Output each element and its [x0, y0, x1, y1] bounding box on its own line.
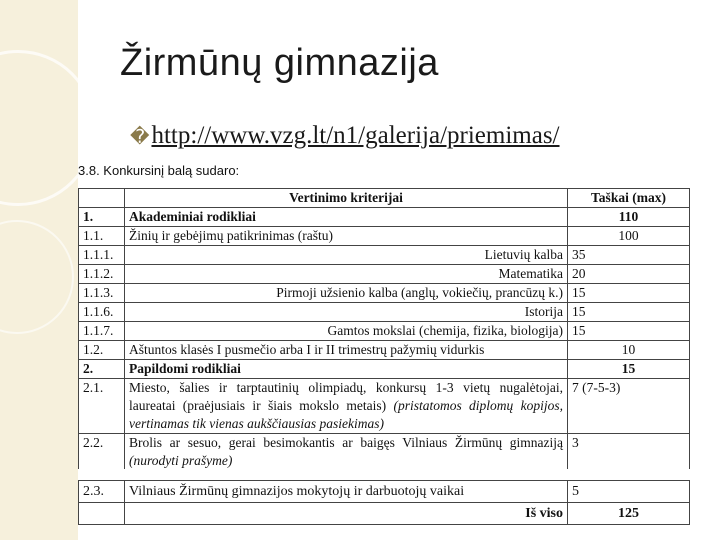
decorative-left-band [0, 0, 78, 540]
document-caption: 3.8. Konkursinį balą sudaro: [78, 163, 240, 178]
row-criterion [125, 360, 568, 379]
row-points: 15 [568, 360, 690, 379]
criterion-text: Papildomi rodikliai [129, 361, 241, 376]
row-points: 5 [568, 481, 690, 503]
criterion-text: Akademiniai rodikliai [129, 209, 256, 224]
row-points: 110 [568, 208, 690, 227]
total-num-cell [79, 503, 125, 525]
row-number: 2.1. [79, 379, 125, 434]
scan-gap [78, 469, 720, 480]
table-row [79, 434, 690, 470]
table-row [79, 227, 690, 246]
bullet-link-line [130, 122, 560, 150]
criteria-table [78, 188, 690, 469]
row-criterion [125, 284, 568, 303]
row-points: 3 [568, 434, 690, 470]
criterion-text: Miesto, šalies ir tarptautinių olimpiadų, konkursų 1-3 vietų nugalėtojai, laureatai (praėjusiais ir šiais mokslo metais) [129, 380, 563, 413]
table-row [79, 265, 690, 284]
row-points: 7 (7-5-3) [568, 379, 690, 434]
row-number: 1.1.2. [79, 265, 125, 284]
slide-title: Žirmūnų gimnazija [120, 42, 439, 84]
total-points: 125 [568, 503, 690, 525]
row-criterion [125, 265, 568, 284]
row-number: 2.2. [79, 434, 125, 470]
table-row [79, 341, 690, 360]
row-criterion [125, 208, 568, 227]
row-number: 1.1.3. [79, 284, 125, 303]
criterion-text: Pirmoji užsienio kalba (anglų, vokiečių, prancūzų k.) [276, 285, 563, 300]
criterion-text: Gamtos mokslai (chemija, fizika, biologija) [327, 323, 563, 338]
row-number: 2. [79, 360, 125, 379]
table-row [79, 303, 690, 322]
row-criterion [125, 322, 568, 341]
row-criterion [125, 246, 568, 265]
criterion-text: Brolis ar sesuo, gerai besimokantis ar baigęs Vilniaus Žirmūnų gimnaziją [129, 435, 563, 450]
row-criterion [125, 379, 568, 434]
table-row [79, 246, 690, 265]
row-criterion: Vilniaus Žirmūnų gimnazijos mokytojų ir darbuotojų vaikai [125, 481, 568, 503]
table-row [79, 208, 690, 227]
row-number: 1.2. [79, 341, 125, 360]
row-number: 1.1.1. [79, 246, 125, 265]
row-points: 100 [568, 227, 690, 246]
criteria-table-clip [78, 188, 691, 469]
row-points: 15 [568, 322, 690, 341]
criterion-text: Aštuntos klasės I pusmečio arba I ir II trimestrų pažymių vidurkis [129, 342, 485, 357]
row-number: 2.3. [79, 481, 125, 503]
header-points-cell: Taškai (max) [568, 189, 690, 208]
bullet-glyph: � [130, 126, 150, 148]
admission-link[interactable]: http://www.vzg.lt/n1/galerija/priemimas/ [151, 122, 560, 149]
row-number: 1.1.6. [79, 303, 125, 322]
row-criterion [125, 434, 568, 470]
criterion-note: (pristatomos diplomų kopijos, vertinamas tik vienas aukščiausias pasiekimas) [129, 398, 564, 431]
row-points: 15 [568, 284, 690, 303]
criterion-text: Lietuvių kalba [484, 247, 563, 262]
header-num-cell [79, 189, 125, 208]
row-number: 1. [79, 208, 125, 227]
table-header-row [79, 189, 690, 208]
criteria-table-continuation [78, 480, 691, 525]
total-label: Iš viso [125, 503, 568, 525]
table-row [79, 379, 690, 434]
table-row [79, 360, 690, 379]
criterion-text: Matematika [498, 266, 563, 281]
header-criteria-cell: Vertinimo kriterijai [125, 189, 568, 208]
row-criterion [125, 341, 568, 360]
criteria-table-bottom [78, 480, 690, 525]
row-number: 1.1.7. [79, 322, 125, 341]
row-criterion [125, 303, 568, 322]
table-row [79, 481, 690, 503]
row-points: 10 [568, 341, 690, 360]
row-criterion [125, 227, 568, 246]
criterion-text: Žinių ir gebėjimų patikrinimas (raštu) [129, 228, 333, 243]
row-points: 20 [568, 265, 690, 284]
criterion-text: Istorija [524, 304, 563, 319]
table-row [79, 322, 690, 341]
criterion-note: (nurodyti prašyme) [129, 453, 233, 468]
row-number: 1.1. [79, 227, 125, 246]
table-row [79, 284, 690, 303]
total-row [79, 503, 690, 525]
row-points: 15 [568, 303, 690, 322]
row-points: 35 [568, 246, 690, 265]
